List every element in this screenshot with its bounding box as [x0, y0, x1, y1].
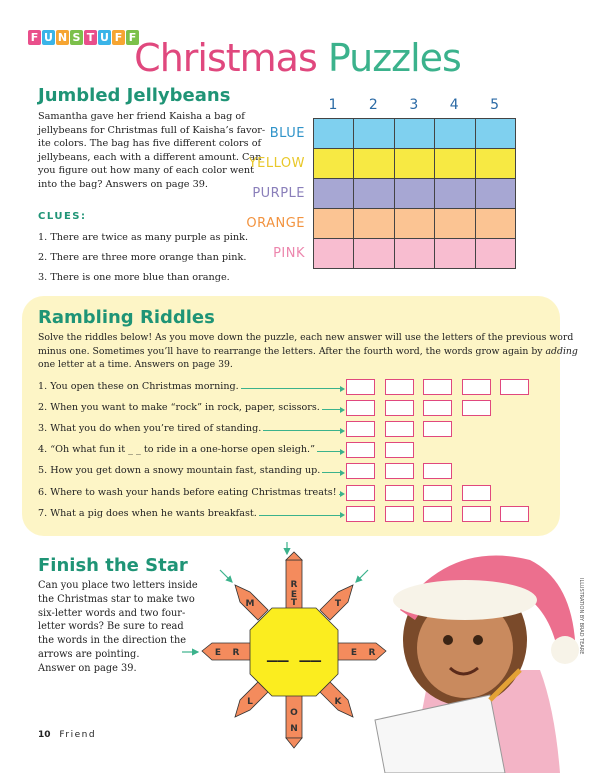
star-letter: T: [290, 598, 298, 608]
answer-letter-box[interactable]: [462, 485, 491, 501]
grid-cell[interactable]: [353, 178, 394, 209]
grid-cell[interactable]: [475, 148, 516, 179]
grid-cell[interactable]: [475, 118, 516, 149]
intro-line: the Christmas star to make two: [38, 593, 195, 605]
arrow-line: [263, 430, 340, 431]
jellybeans-intro: [38, 110, 278, 192]
arrow-icon: [356, 570, 368, 582]
star-letter: E: [214, 648, 222, 658]
arrow-line: [317, 451, 340, 452]
grid-cell[interactable]: [434, 238, 475, 269]
grid-cell[interactable]: [475, 238, 516, 269]
grid-cell[interactable]: [434, 148, 475, 179]
grid-cell[interactable]: [434, 118, 475, 149]
intro-line: jellybeans, each with a different amount. Can: [38, 151, 262, 163]
arrow-line: [322, 409, 340, 410]
star-ray-top-tip: [286, 552, 302, 560]
answer-letter-box[interactable]: [385, 442, 414, 458]
answer-letter-box[interactable]: [346, 421, 375, 437]
answer-letter-box[interactable]: [346, 463, 375, 479]
grid-cell[interactable]: [394, 208, 435, 239]
illustration-credit: ILLUSTRATION BY BRAD TEARE: [578, 578, 584, 655]
answer-letter-box[interactable]: [385, 400, 414, 416]
grid-cell[interactable]: [313, 208, 354, 239]
arrow-line: [322, 472, 340, 473]
grid-row-label: YELLOW: [248, 156, 305, 171]
star-letter: K: [334, 697, 342, 707]
riddle-text: 6. Where to wash your hands before eating Christmas treats!: [38, 486, 337, 498]
arrow-icon: [340, 386, 345, 392]
arrow-icon: [340, 470, 345, 476]
grid-cell[interactable]: [394, 178, 435, 209]
page-title: [0, 36, 595, 80]
banner-letter: N: [57, 31, 68, 44]
arrow-icon: [340, 491, 345, 497]
star-letter: E: [290, 590, 298, 600]
grid-row-label: BLUE: [269, 126, 305, 141]
clue-1: 1. There are twice as many purple as pink.: [38, 232, 249, 243]
grid-cell[interactable]: [434, 208, 475, 239]
star-blanks: __ __: [266, 642, 322, 663]
page-number: 10: [38, 730, 51, 740]
grid-cell[interactable]: [313, 238, 354, 269]
riddles-intro-c: one letter at a time. Answers on page 39.: [38, 359, 233, 370]
riddle-text: 5. How you get down a snowy mountain fast, standing up.: [38, 465, 321, 477]
page-title-part2: Puzzles: [327, 36, 461, 80]
answer-letter-box[interactable]: [423, 421, 452, 437]
star-letter: M: [245, 599, 255, 609]
grid-cell[interactable]: [353, 148, 394, 179]
grid-cell[interactable]: [475, 178, 516, 209]
star-letter: T: [334, 599, 342, 609]
intro-line: jellybeans for Christmas full of Kaisha’s favor-: [38, 124, 266, 136]
grid-column-number: 2: [368, 97, 378, 113]
banner-letter: F: [28, 30, 41, 45]
riddle-text: 3. What you do when you’re tired of standing.: [38, 423, 262, 435]
intro-line: letter words? Be sure to read: [38, 621, 184, 633]
riddle-text: 1. You open these on Christmas morning.: [38, 381, 239, 392]
grid-cell[interactable]: [313, 178, 354, 209]
grid-cell[interactable]: [353, 208, 394, 239]
intro-line: Samantha gave her friend Kaisha a bag of: [38, 111, 245, 122]
star-letter: R: [290, 580, 298, 590]
grid-row-label: ORANGE: [246, 216, 305, 231]
page-title-part1: Christmas: [134, 36, 317, 80]
grid-cell[interactable]: [394, 238, 435, 269]
star-ray-left: [202, 643, 252, 660]
star-ray-bottom-tip: [286, 738, 302, 748]
grid-cell[interactable]: [313, 148, 354, 179]
star-letter: R: [368, 648, 376, 658]
intro-line: arrows are pointing.: [38, 648, 140, 660]
intro-line: you figure out how many of each color went: [38, 165, 255, 177]
riddles-intro-b-text: minus one. Sometimes you’ll have to rearrange the letters. After the fourth word, the words grow again by: [38, 345, 546, 357]
arrow-line: [241, 388, 340, 389]
eye-shape: [443, 635, 453, 645]
arrow-icon: [340, 449, 345, 455]
answer-letter-box[interactable]: [423, 400, 452, 416]
jellybeans-heading: Jumbled Jellybeans: [38, 85, 231, 106]
girl-illustration: [370, 520, 590, 773]
star-heading: Finish the Star: [38, 555, 188, 576]
answer-letter-box[interactable]: [423, 485, 452, 501]
grid-row-label: PURPLE: [252, 186, 305, 201]
intro-line: into the bag? Answers on page 39.: [38, 178, 208, 190]
answer-letter-box[interactable]: [385, 463, 414, 479]
banner-letter: S: [70, 30, 83, 45]
riddle-text: 4. “Oh what fun it _ _ to ride in a one-horse open sleigh.”: [38, 444, 316, 456]
grid-column-number: 1: [328, 97, 338, 113]
star-letter: O: [290, 708, 298, 718]
clues-heading: CLUES:: [38, 211, 87, 222]
paper-shape: [375, 695, 505, 773]
answer-letter-box[interactable]: [462, 379, 491, 395]
grid-column-number: 5: [490, 97, 500, 113]
hat-brim-shape: [393, 580, 537, 620]
riddles-heading: Rambling Riddles: [38, 307, 215, 328]
answer-letter-box[interactable]: [346, 400, 375, 416]
banner-letter: F: [126, 30, 139, 45]
riddle-text: 2. When you want to make “rock” in rock, paper, scissors.: [38, 402, 320, 414]
answer-letter-box[interactable]: [462, 400, 491, 416]
star-letter: N: [290, 724, 298, 734]
clue-3: 3. There is one more blue than orange.: [38, 272, 230, 283]
grid-column-number: 4: [449, 97, 459, 113]
arrow-icon: [340, 407, 345, 413]
riddle-text: 7. What a pig does when he wants breakfast.: [38, 507, 257, 519]
grid-cell[interactable]: [353, 238, 394, 269]
intro-line: ite colors. The bag has five different colors of: [38, 138, 262, 150]
banner-letter: F: [112, 30, 125, 45]
answer-letter-box[interactable]: [346, 379, 375, 395]
arrow-line: [259, 515, 340, 516]
riddles-intro: [38, 331, 578, 372]
pompom-shape: [551, 636, 579, 664]
answer-letter-box[interactable]: [385, 421, 414, 437]
riddles-intro-a: Solve the riddles below! As you move down the puzzle, each new answer will use the letters of the previous word: [38, 332, 574, 343]
star-letter: R: [232, 648, 240, 658]
intro-line: six-letter words and two four-: [38, 607, 186, 619]
arrow-icon: [220, 570, 232, 582]
arrow-icon: [340, 512, 345, 518]
magazine-name: Friend: [59, 730, 97, 740]
grid-cell[interactable]: [434, 178, 475, 209]
banner-letter: T: [84, 30, 97, 45]
page-footer: [38, 730, 96, 740]
arrow-icon: [340, 428, 345, 434]
intro-line: Can you place two letters inside: [38, 580, 198, 591]
star-letter: E: [350, 648, 358, 658]
intro-line: Answer on page 39.: [38, 662, 137, 674]
answer-letter-box[interactable]: [385, 379, 414, 395]
grid-cell[interactable]: [353, 118, 394, 149]
grid-row-label: PINK: [273, 246, 305, 261]
grid-cell[interactable]: [475, 208, 516, 239]
grid-cell[interactable]: [394, 148, 435, 179]
intro-line: the words in the direction the: [38, 635, 187, 647]
answer-letter-box[interactable]: [346, 485, 375, 501]
answer-letter-box[interactable]: [346, 442, 375, 458]
grid-column-number: 3: [409, 97, 419, 113]
grid-cell[interactable]: [313, 118, 354, 149]
riddles-intro-b: [38, 345, 578, 359]
grid-cell[interactable]: [394, 118, 435, 149]
eye-shape: [473, 635, 483, 645]
answer-letter-box[interactable]: [423, 379, 452, 395]
banner-letter: U: [98, 30, 111, 45]
banner-letter: U: [42, 30, 55, 45]
answer-letter-box[interactable]: [500, 379, 529, 395]
clue-2: 2. There are three more orange than pink.: [38, 252, 247, 263]
answer-letter-box[interactable]: [385, 485, 414, 501]
star-letter: L: [247, 697, 253, 707]
riddles-intro-b-emphasis: adding: [545, 345, 578, 357]
answer-letter-box[interactable]: [423, 463, 452, 479]
